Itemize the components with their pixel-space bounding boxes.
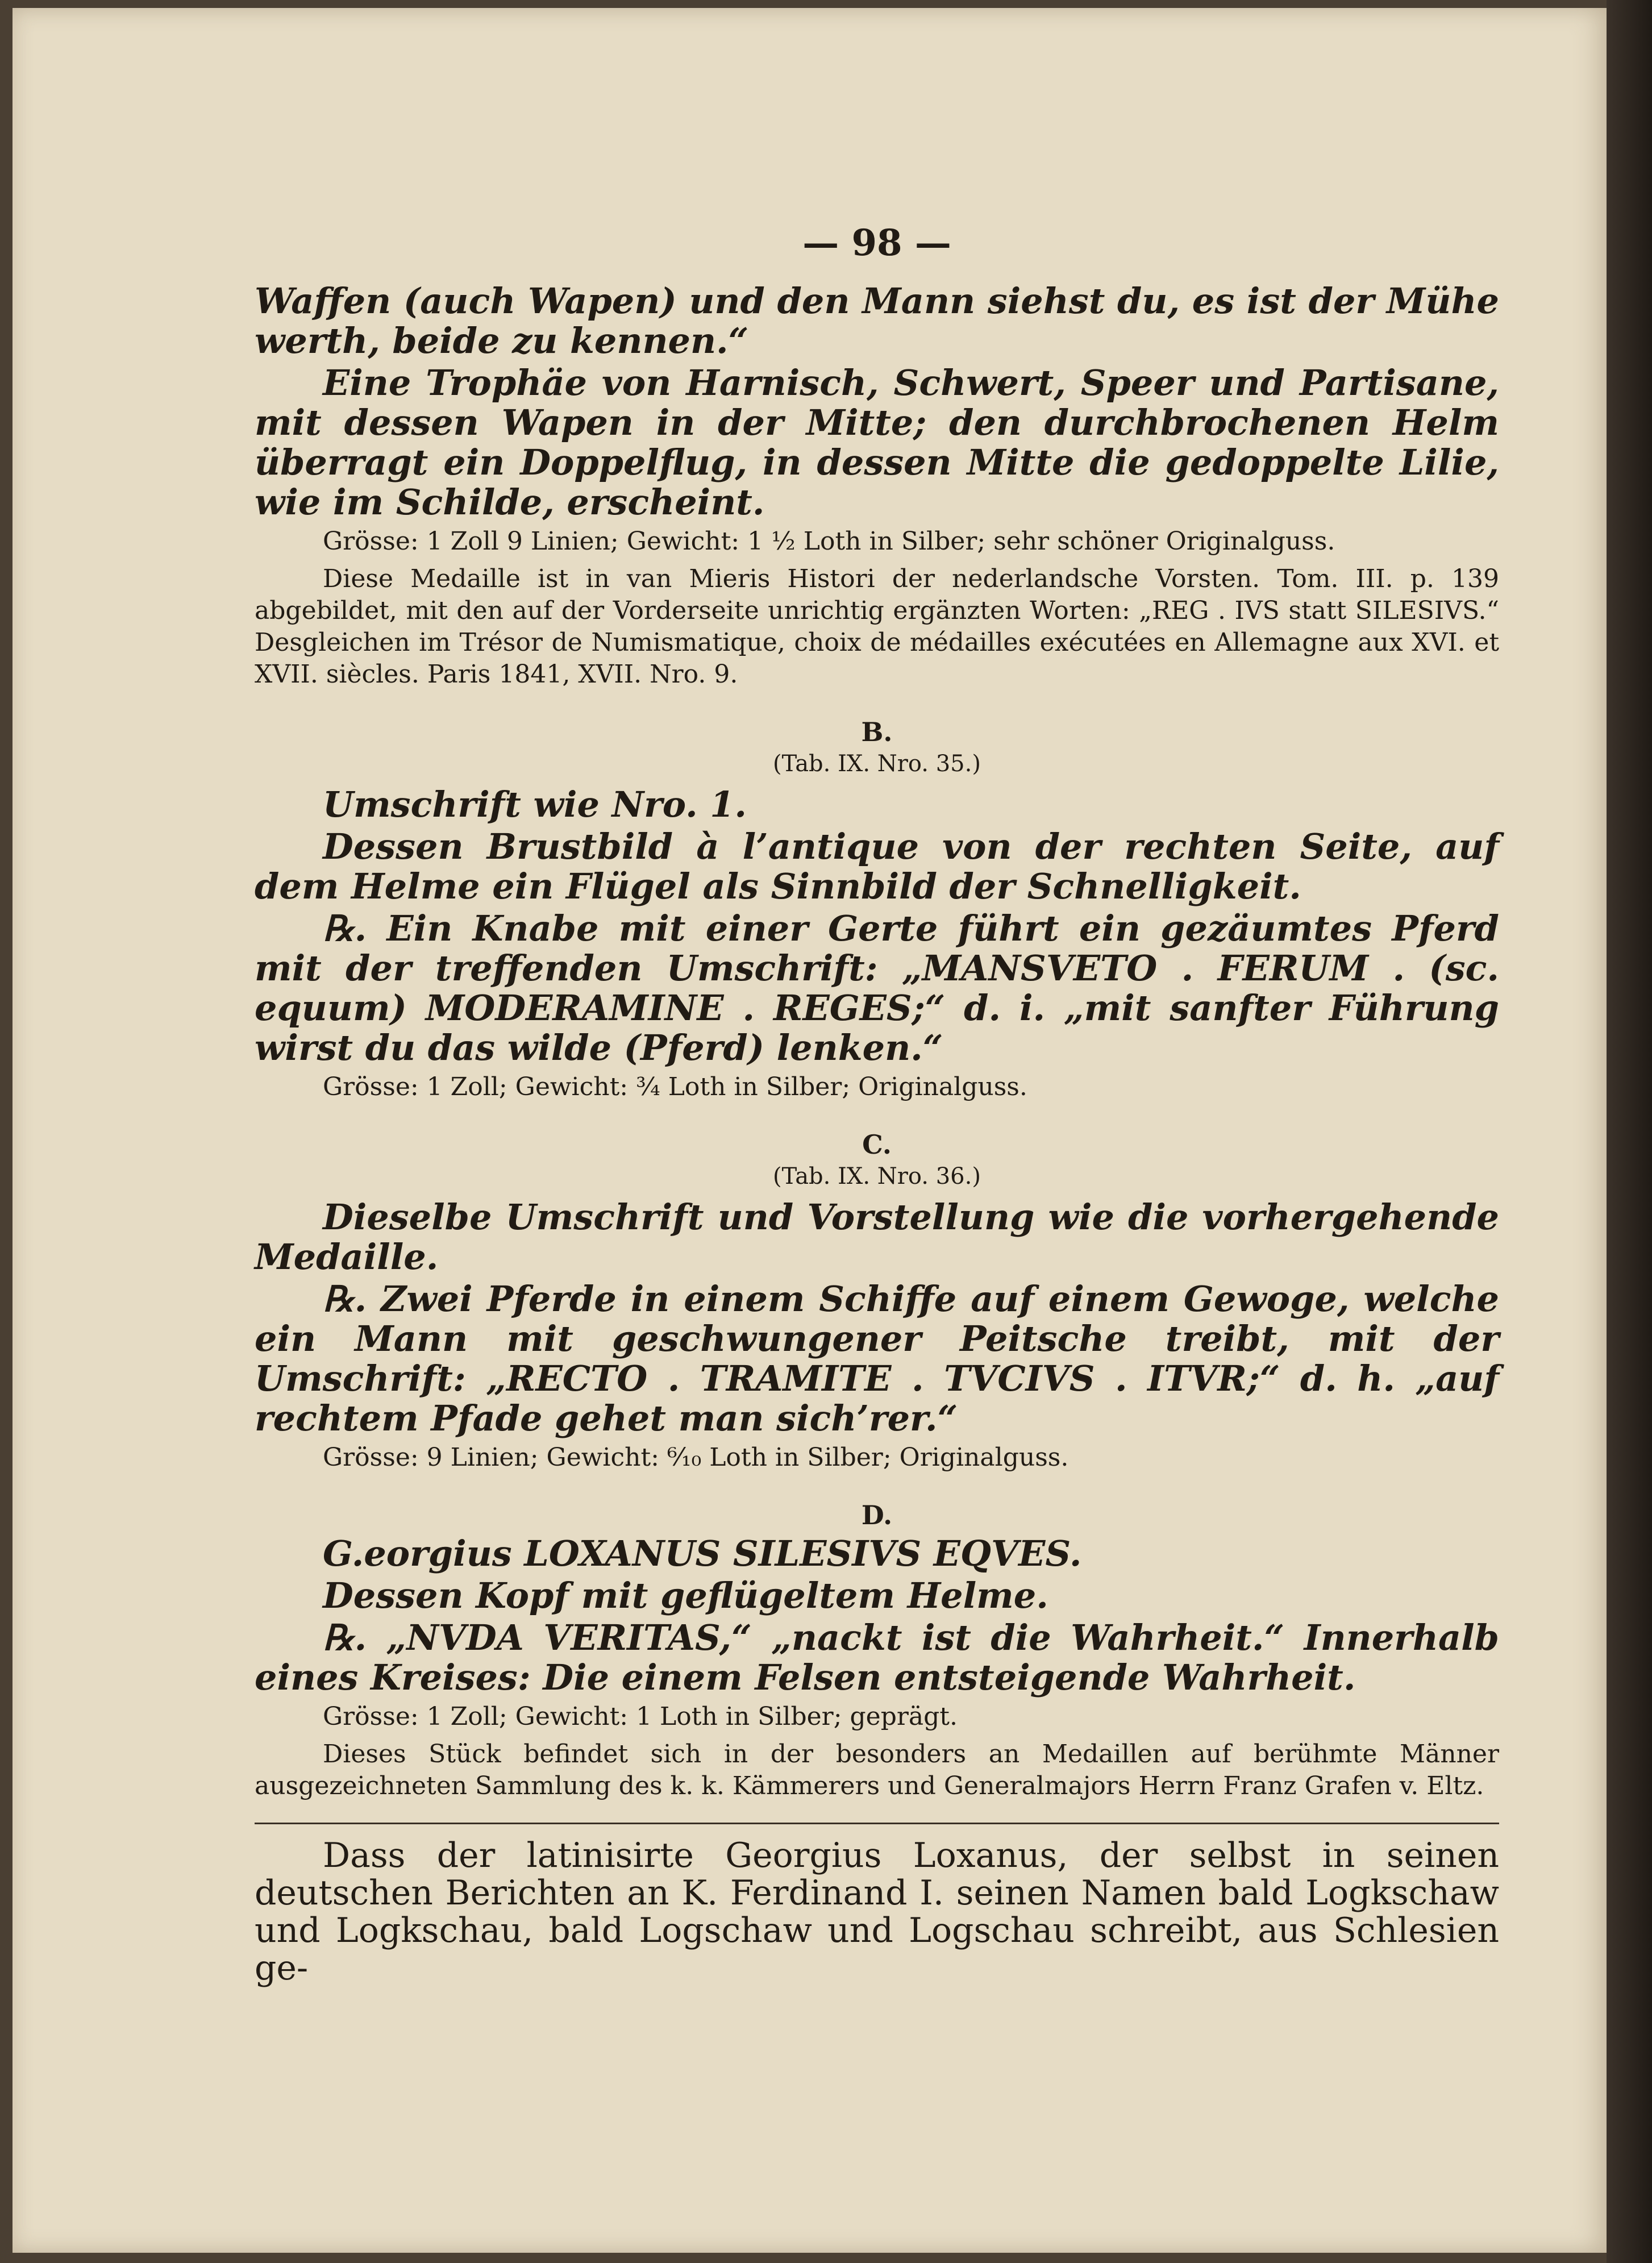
page-content bbox=[255, 222, 1499, 1987]
size-weight-a: Grösse: 1 Zoll 9 Linien; Gewicht: 1 ½ Loth in Silber; sehr schöner Originalguss. bbox=[323, 527, 1335, 556]
paragraph-d-reverse: ℞. „NVDA VERITAS,“ „nackt ist die Wahrheit.“ Innerhalb eines Kreises: Die einem Felsen entsteigende Wahrheit. bbox=[255, 1617, 1499, 1698]
section-heading-b: B. bbox=[861, 717, 893, 747]
body-paragraph: Dass der latinisirte Georgius Loxanus, der selbst in seinen deutschen Berichten an K. Ferdinand I. seinen Namen bald Logkschaw und Logkschau, bald Logschaw und Logschau schreibt, aus Schlesien ge- bbox=[255, 1836, 1499, 1988]
book-spine bbox=[1607, 0, 1652, 2263]
paragraph-b-obverse: Dessen Brustbild à l’antique von der rechten Seite, auf dem Helme ein Flügel als Sinnbild der Schnelligkeit. bbox=[255, 826, 1499, 907]
note-a: Diese Medaille ist in van Mieris Histori der nederlandsche Vorsten. Tom. III. p. 139 abgebildet, mit den auf der Vorderseite unrichtig ergänzten Worten: „REG . IVS statt SILESIVS.“ Desgleichen im Trésor de Numismatique, choix de médailles exécutées en Allemagne aux XVI. et XVII. siècles. Paris 1841, XVII. Nro. 9. bbox=[255, 564, 1499, 689]
page-number: — 98 — bbox=[802, 222, 951, 264]
paragraph-b-legend: Umschrift wie Nro. 1. bbox=[323, 784, 747, 825]
plate-reference-b: (Tab. IX. Nro. 35.) bbox=[773, 751, 981, 777]
paragraph-d-obverse: Dessen Kopf mit geflügeltem Helme. bbox=[323, 1575, 1048, 1616]
paragraph-c-obverse: Dieselbe Umschrift und Vorstellung wie die vorhergehende Medaille. bbox=[255, 1196, 1499, 1278]
paragraph-d-legend: G.eorgius LOXANUS SILESIVS EQVES. bbox=[323, 1533, 1082, 1574]
note-d: Dieses Stück befindet sich in der besonders an Medaillen auf berühmte Männer ausgezeichneten Sammlung des k. k. Kämmerers und Generalmajors Herrn Franz Grafen v. Eltz. bbox=[255, 1740, 1499, 1800]
paragraph-c-reverse: ℞. Zwei Pferde in einem Schiffe auf einem Gewoge, welche ein Mann mit geschwungener Peitsche treibt, mit der Umschrift: „RECTO . TRAMITE . TVCIVS . ITVR;“ d. h. „auf rechtem Pfade gehet man sich’rer.“ bbox=[255, 1278, 1499, 1439]
section-heading-c: C. bbox=[862, 1129, 892, 1160]
size-weight-c: Grösse: 9 Linien; Gewicht: ⁶⁄₁₀ Loth in Silber; Originalguss. bbox=[323, 1443, 1069, 1472]
plate-reference-c: (Tab. IX. Nro. 36.) bbox=[773, 1163, 981, 1189]
size-weight-d: Grösse: 1 Zoll; Gewicht: 1 Loth in Silber; geprägt. bbox=[323, 1702, 958, 1731]
paragraph-motto-end: Waffen (auch Wapen) und den Mann siehst du, es ist der Mühe werth, beide zu kennen.“ bbox=[255, 280, 1499, 361]
section-heading-d: D. bbox=[861, 1500, 893, 1530]
paragraph-b-reverse: ℞. Ein Knabe mit einer Gerte führt ein gezäumtes Pferd mit der treffenden Umschrift: „MANSVETO . FERUM . (sc. equum) MODERAMINE . REGES;“ d. i. „mit sanfter Führung wirst du das wilde (Pferd) lenken.“ bbox=[255, 908, 1499, 1068]
size-weight-b: Grösse: 1 Zoll; Gewicht: ¾ Loth in Silber; Originalguss. bbox=[323, 1072, 1027, 1101]
section-divider bbox=[255, 1823, 1499, 1824]
paragraph-reverse-description: Eine Trophäe von Harnisch, Schwert, Speer und Partisane, mit dessen Wapen in der Mitte; den durchbrochenen Helm überragt ein Doppelflug, in dessen Mitte die gedoppelte Lilie, wie im Schilde, erscheint. bbox=[255, 362, 1499, 523]
